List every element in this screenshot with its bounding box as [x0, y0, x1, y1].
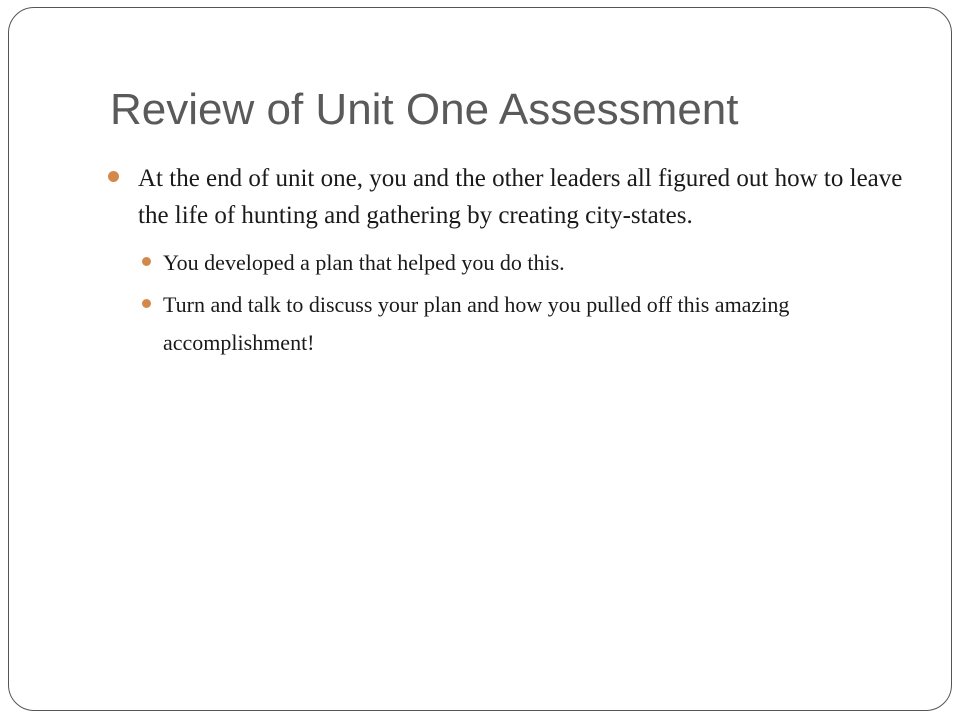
- sub-bullet-text: You developed a plan that helped you do this.: [163, 250, 565, 275]
- slide-title: Review of Unit One Assessment: [110, 85, 739, 134]
- sub-bullet-item: [163, 244, 903, 282]
- sub-bullet-dot-icon: [142, 299, 151, 308]
- bullet-dot-icon: [108, 171, 119, 182]
- sub-bullet-dot-icon: [142, 257, 151, 266]
- bullet-list: [0, 160, 960, 362]
- sub-bullet-text: Turn and talk to discuss your plan and how you pulled off this amazing accomplishment!: [163, 292, 790, 355]
- bullet-text: At the end of unit one, you and the other leaders all figured out how to leave the life of hunting and gathering by creating city-states.: [138, 165, 903, 229]
- sub-bullet-item: [163, 286, 903, 362]
- bullet-item: [138, 160, 903, 234]
